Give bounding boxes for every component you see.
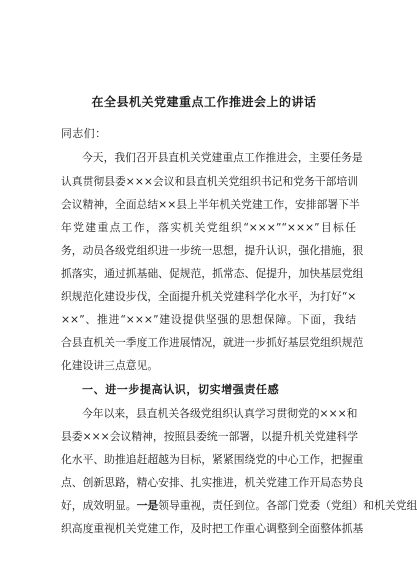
document-title: 在全县机关党建重点工作推进会上的讲话 — [91, 95, 317, 109]
paragraph-line: 今天，我们召开县直机关党建重点工作推进会，主要任务是 — [82, 151, 363, 164]
paragraph-line: 县委×××会议精神，按照县委统一部署，以提升机关党建科学 — [61, 430, 359, 443]
paragraph-line-mixed — [61, 499, 417, 512]
paragraph-line-end: 领导重视，责任到位。各部门党委（党组）和机关党组 — [158, 499, 417, 512]
emphasis-text: 一是 — [136, 499, 159, 512]
paragraph-line: 抓落实，通过抓基础、促规范，抓常态、促提升，加快基层党组 — [61, 267, 364, 280]
paragraph-line: ××”、推进“×××”建设提供坚强的思想保障。下面，我结 — [61, 313, 356, 326]
paragraph-line: 认真贯彻县委×××会议和县直机关党组织书记和党务干部培训 — [61, 175, 359, 188]
paragraph-line: 化水平、助推追赶超越为目标，紧紧围绕党的中心工作，把握重 — [61, 453, 364, 466]
paragraph-line: 化建设讲三点意见。 — [61, 359, 159, 372]
paragraph-line: 会议精神，全面总结××县上半年机关党建工作，安排部署下半 — [61, 198, 360, 211]
paragraph-line: 合县直机关一季度工作进展情况，就进一步抓好基层党组织规范 — [61, 336, 364, 349]
paragraph-line: 今年以来，县直机关各级党组织认真学习贯彻党的×××和 — [82, 407, 358, 420]
paragraph-line: 年党建重点工作，落实机关党组织“×××”“×××”目标任 — [61, 221, 356, 234]
paragraph-line-start: 好，成效明显。 — [61, 499, 137, 512]
section-heading: 一、进一步提高认识，切实增强责任感 — [82, 383, 280, 396]
paragraph-line: 务，动员各级党组织进一步统一思想，提升认识，强化措施，狠 — [61, 244, 364, 257]
paragraph-line: 织规范化建设步伐，全面提升机关党建科学化水平，为打好“× — [61, 290, 357, 303]
greeting: 同志们： — [61, 127, 107, 140]
paragraph-line: 点、创新思路，精心安排、扎实推进，机关党建工作开局态势良 — [61, 476, 364, 489]
paragraph-line: 织高度重视机关党建工作，及时把工作重心调整到全面整体抓基 — [61, 522, 364, 535]
